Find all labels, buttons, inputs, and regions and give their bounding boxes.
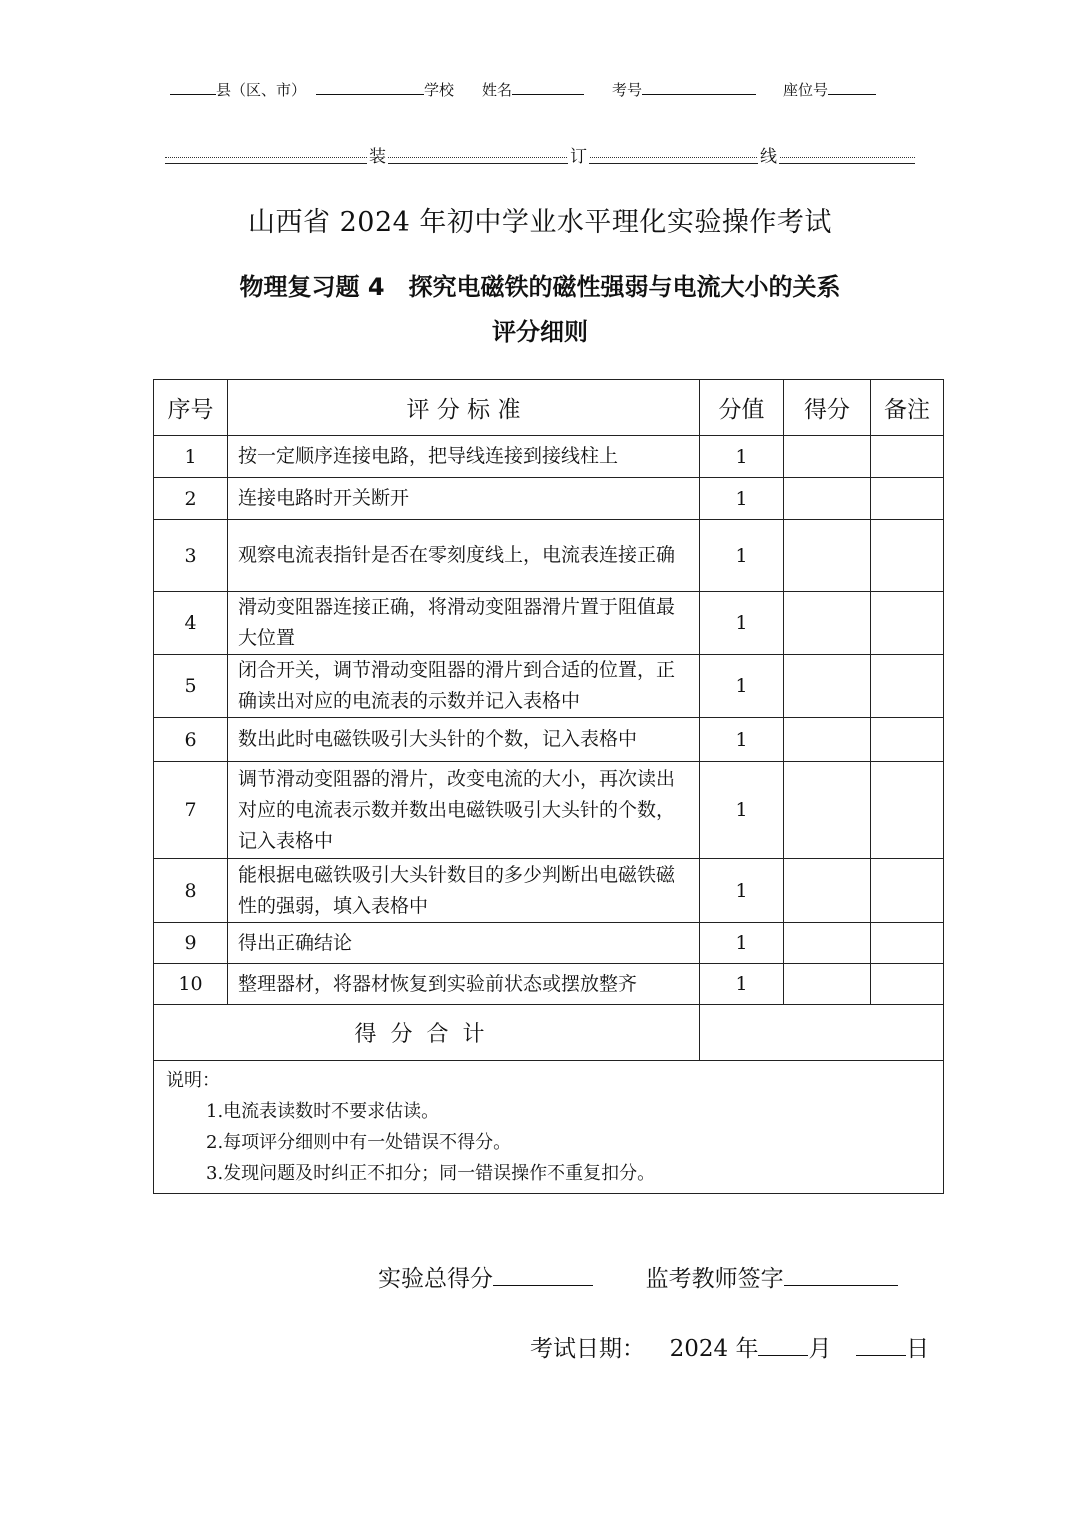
school-field[interactable] xyxy=(316,78,454,101)
county-label: 县（区、市） xyxy=(216,81,307,99)
candidate-info-line xyxy=(170,78,890,100)
row-index: 2 xyxy=(154,478,228,520)
row-remarks-cell[interactable] xyxy=(871,478,944,520)
header-index: 序号 xyxy=(154,380,228,436)
binding-line xyxy=(165,147,915,167)
row-index: 4 xyxy=(154,592,228,655)
exam-no-label: 考号 xyxy=(612,81,643,99)
header-score: 得分 xyxy=(784,380,871,436)
row-index: 5 xyxy=(154,655,228,718)
row-criterion: 得出正确结论 xyxy=(228,923,700,964)
row-index: 8 xyxy=(154,859,228,923)
row-value: 1 xyxy=(700,436,784,478)
table-row xyxy=(154,520,944,592)
row-index: 10 xyxy=(154,964,228,1005)
row-remarks-cell[interactable] xyxy=(871,923,944,964)
document-subtitle-2: 评分细则 xyxy=(492,318,588,346)
notes-cell xyxy=(154,1061,944,1194)
row-criterion: 调节滑动变阻器的滑片，改变电流的大小，再次读出对应的电流表示数并数出电磁铁吸引大头针的个数，记入表格中 xyxy=(228,762,700,859)
row-criterion: 整理器材，将器材恢复到实验前状态或摆放整齐 xyxy=(228,964,700,1005)
table-row xyxy=(154,718,944,762)
solid-divider xyxy=(165,163,915,164)
row-index: 9 xyxy=(154,923,228,964)
date-month: 月 xyxy=(808,1336,832,1362)
row-score-cell[interactable] xyxy=(784,718,871,762)
row-score-cell[interactable] xyxy=(784,592,871,655)
row-remarks-cell[interactable] xyxy=(871,520,944,592)
total-score-cell[interactable] xyxy=(700,1005,944,1061)
row-remarks-cell[interactable] xyxy=(871,964,944,1005)
row-score-cell[interactable] xyxy=(784,436,871,478)
row-criterion: 按一定顺序连接电路，把导线连接到接线柱上 xyxy=(228,436,700,478)
row-criterion: 滑动变阻器连接正确，将滑动变阻器滑片置于阻值最大位置 xyxy=(228,592,700,655)
table-row xyxy=(154,592,944,655)
row-value: 1 xyxy=(700,478,784,520)
row-index: 3 xyxy=(154,520,228,592)
note-item: 3.发现问题及时纠正不扣分；同一错误操作不重复扣分。 xyxy=(206,1163,656,1184)
table-row xyxy=(154,478,944,520)
row-criterion: 观察电流表指针是否在零刻度线上，电流表连接正确 xyxy=(228,520,700,592)
seat-label: 座位号 xyxy=(783,81,829,99)
county-blank[interactable] xyxy=(170,78,216,95)
name-field[interactable] xyxy=(482,78,584,101)
row-index: 6 xyxy=(154,718,228,762)
binding-char-2: 订 xyxy=(568,142,589,167)
day-blank[interactable] xyxy=(856,1333,906,1356)
row-score-cell[interactable] xyxy=(784,655,871,718)
notes-row xyxy=(154,1061,944,1194)
total-label: 得分合计 xyxy=(154,1005,700,1061)
name-blank[interactable] xyxy=(512,78,584,95)
exam-no-field[interactable] xyxy=(612,78,756,101)
row-value: 1 xyxy=(700,923,784,964)
row-index: 7 xyxy=(154,762,228,859)
row-value: 1 xyxy=(700,762,784,859)
total-score-blank[interactable] xyxy=(493,1263,593,1286)
school-label: 学校 xyxy=(424,81,455,99)
row-index: 1 xyxy=(154,436,228,478)
row-value: 1 xyxy=(700,655,784,718)
row-score-cell[interactable] xyxy=(784,923,871,964)
notes-title: 说明： xyxy=(166,1070,220,1091)
teacher-sign-blank[interactable] xyxy=(784,1263,898,1286)
row-remarks-cell[interactable] xyxy=(871,436,944,478)
header-remarks: 备注 xyxy=(871,380,944,436)
row-score-cell[interactable] xyxy=(784,762,871,859)
note-item: 1.电流表读数时不要求估读。 xyxy=(206,1101,440,1122)
row-value: 1 xyxy=(700,520,784,592)
table-row xyxy=(154,923,944,964)
school-blank[interactable] xyxy=(316,78,424,95)
table-row xyxy=(154,762,944,859)
total-row xyxy=(154,1005,944,1061)
seat-blank[interactable] xyxy=(828,78,876,95)
row-criterion: 闭合开关，调节滑动变阻器的滑片到合适的位置，正确读出对应的电流表的示数并记入表格中 xyxy=(228,655,700,718)
scoring-table xyxy=(153,379,944,1194)
row-score-cell[interactable] xyxy=(784,859,871,923)
exam-date-line xyxy=(530,1330,929,1363)
table-row xyxy=(154,436,944,478)
row-value: 1 xyxy=(700,964,784,1005)
row-remarks-cell[interactable] xyxy=(871,718,944,762)
row-criterion: 能根据电磁铁吸引大头针数目的多少判断出电磁铁磁性的强弱，填入表格中 xyxy=(228,859,700,923)
header-criteria: 评 分 标 准 xyxy=(228,380,700,436)
row-value: 1 xyxy=(700,592,784,655)
month-blank[interactable] xyxy=(758,1333,808,1356)
row-score-cell[interactable] xyxy=(784,478,871,520)
score-sign-line xyxy=(378,1260,898,1293)
date-day: 日 xyxy=(906,1336,930,1362)
row-criterion: 数出此时电磁铁吸引大头针的个数，记入表格中 xyxy=(228,718,700,762)
note-item: 2.每项评分细则中有一处错误不得分。 xyxy=(206,1132,512,1153)
row-score-cell[interactable] xyxy=(784,964,871,1005)
table-row xyxy=(154,964,944,1005)
header-value: 分值 xyxy=(700,380,784,436)
row-remarks-cell[interactable] xyxy=(871,859,944,923)
dotted-divider xyxy=(165,157,915,158)
row-score-cell[interactable] xyxy=(784,520,871,592)
teacher-sign-label: 监考教师签字 xyxy=(645,1266,784,1292)
row-criterion: 连接电路时开关断开 xyxy=(228,478,700,520)
row-remarks-cell[interactable] xyxy=(871,655,944,718)
table-row xyxy=(154,859,944,923)
row-value: 1 xyxy=(700,859,784,923)
total-score-label: 实验总得分 xyxy=(378,1266,493,1292)
date-label: 考试日期： xyxy=(530,1336,645,1362)
binding-char-1: 装 xyxy=(367,142,388,167)
county-field[interactable] xyxy=(170,78,306,101)
row-value: 1 xyxy=(700,718,784,762)
row-remarks-cell[interactable] xyxy=(871,592,944,655)
document-subtitle: 物理复习题 4 探究电磁铁的磁性强弱与电流大小的关系 xyxy=(239,273,841,301)
seat-field[interactable] xyxy=(783,78,876,101)
row-remarks-cell[interactable] xyxy=(871,762,944,859)
binding-char-3: 线 xyxy=(758,142,779,167)
name-label: 姓名 xyxy=(482,81,513,99)
table-row xyxy=(154,655,944,718)
table-header-row xyxy=(154,380,944,436)
date-year: 2024 年 xyxy=(669,1336,759,1362)
document-title: 山西省 2024 年初中学业水平理化实验操作考试 xyxy=(248,207,832,238)
exam-no-blank[interactable] xyxy=(642,78,756,95)
